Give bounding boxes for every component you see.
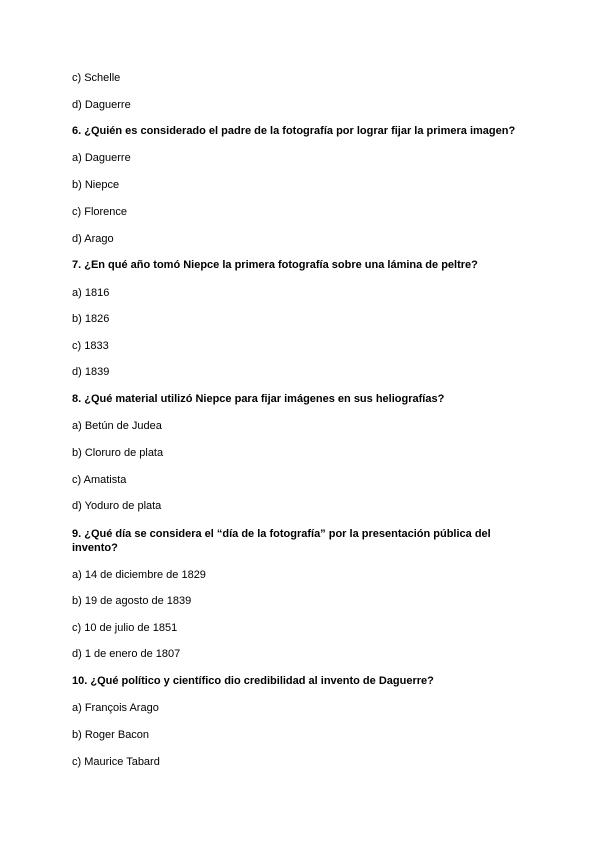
option-q8-d: d) Yoduro de plata (72, 500, 162, 512)
option-q6-b: b) Niepce (72, 179, 120, 191)
option-q9-d: d) 1 de enero de 1807 (72, 648, 181, 660)
option-q6-d: d) Arago (72, 233, 114, 245)
option-q8-a: a) Betún de Judea (72, 420, 162, 432)
option-q6-a: a) Daguerre (72, 152, 131, 164)
option-q7-d: d) 1839 (72, 366, 110, 378)
option-q10-c: c) Maurice Tabard (72, 756, 160, 768)
option-q7-a: a) 1816 (72, 287, 110, 299)
option-q5-d: d) Daguerre (72, 99, 131, 111)
option-q7-b: b) 1826 (72, 313, 110, 325)
option-q8-b: b) Cloruro de plata (72, 447, 164, 459)
option-q10-b: b) Roger Bacon (72, 729, 150, 741)
question-6: 6. ¿Quién es considerado el padre de la fotografía por lograr fijar la primera imagen? (72, 125, 516, 137)
option-q9-a: a) 14 de diciembre de 1829 (72, 569, 206, 581)
option-q6-c: c) Florence (72, 206, 128, 218)
option-q9-c: c) 10 de julio de 1851 (72, 622, 178, 634)
question-7: 7. ¿En qué año tomó Niepce la primera fotografía sobre una lámina de peltre? (72, 259, 478, 271)
option-q10-a: a) François Arago (72, 702, 159, 714)
question-8: 8. ¿Qué material utilizó Niepce para fijar imágenes en sus heliografías? (72, 393, 445, 405)
question-10: 10. ¿Qué político y científico dio credibilidad al invento de Daguerre? (72, 675, 434, 687)
option-q8-c: c) Amatista (72, 474, 127, 486)
option-q5-c: c) Schelle (72, 72, 121, 84)
question-9: 9. ¿Qué día se considera el “día de la fotografía” por la presentación pública del invento? (72, 528, 491, 554)
option-q7-c: c) 1833 (72, 340, 109, 352)
option-q9-b: b) 19 de agosto de 1839 (72, 595, 192, 607)
